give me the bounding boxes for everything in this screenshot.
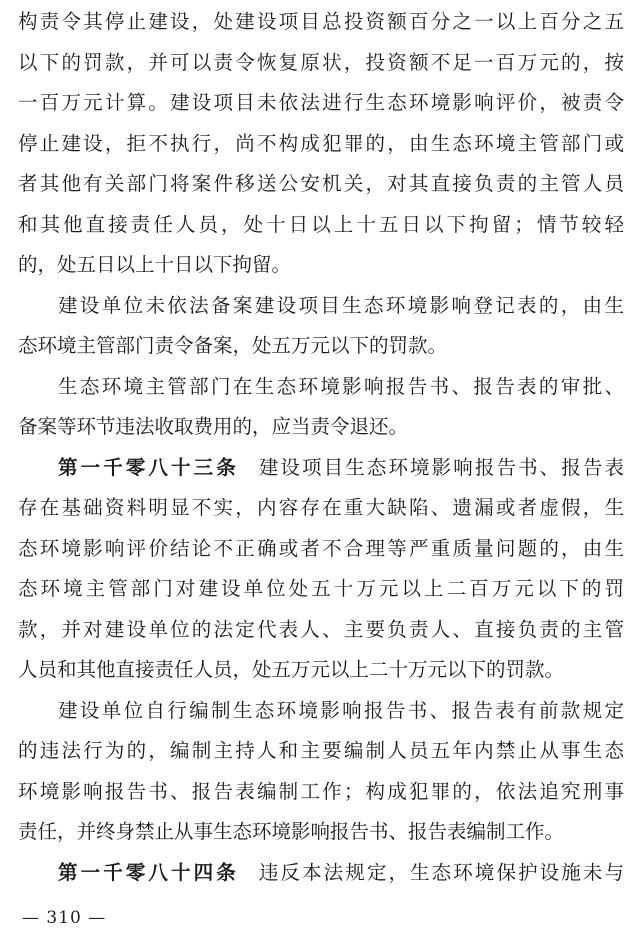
article-1084-line bbox=[18, 853, 624, 894]
text-line: 和其他直接责任人员，处十日以上十五日以下拘留；情节较轻 bbox=[18, 212, 624, 236]
text-fragment: 违反本法规定，生态环境保护设施未与 bbox=[258, 860, 624, 884]
article-heading: 第一千零八十三条 bbox=[58, 455, 239, 479]
text-line: 建设单位未依法备案建设项目生态环境影响登记表的，由生 bbox=[58, 293, 624, 317]
text-line: 备案等环节违法收取费用的，应当责令退还。 bbox=[18, 415, 409, 438]
text-line: 款，并对建设单位的法定代表人、主要负责人、直接负责的主管 bbox=[18, 617, 624, 641]
article-1083-line bbox=[18, 448, 624, 489]
text-line: 停止建设，拒不执行，尚不构成犯罪的，由生态环境主管部门或 bbox=[18, 131, 624, 155]
text-line: 态环境主管部门对建设单位处五十万元以上二百万元以下的罚 bbox=[18, 577, 624, 600]
text-line: 建设单位自行编制生态环境影响报告书、报告表有前款规定 bbox=[58, 698, 624, 722]
page-number: — 310 — bbox=[22, 908, 107, 928]
text-line: 构责令其停止建设，处建设项目总投资额百分之一以上百分之五 bbox=[18, 10, 624, 33]
text-line: 的，处五日以上十日以下拘留。 bbox=[18, 253, 292, 276]
text-line: 态环境主管部门责令备案，处五万元以下的罚款。 bbox=[18, 334, 448, 357]
text-line: 存在基础资料明显不实，内容存在重大缺陷、遗漏或者虚假，生 bbox=[18, 496, 624, 519]
text-line: 责任，并终身禁止从事生态环境影响报告书、报告表编制工作。 bbox=[18, 820, 565, 843]
text-line: 者其他有关部门将案件移送公安机关，对其直接负责的主管人员 bbox=[18, 172, 624, 195]
text-line: 人员和其他直接责任人员，处五万元以上二十万元以下的罚款。 bbox=[18, 658, 565, 681]
text-line: 环境影响报告书、报告表编制工作；构成犯罪的，依法追究刑事 bbox=[18, 779, 624, 803]
text-line: 一百万元计算。建设项目未依法进行生态环境影响评价，被责令 bbox=[18, 91, 624, 114]
article-heading: 第一千零八十四条 bbox=[58, 860, 239, 884]
document-page bbox=[18, 0, 624, 893]
text-line: 的违法行为的，编制主持人和主要编制人员五年内禁止从事生态 bbox=[18, 739, 624, 762]
text-fragment: 建设项目生态环境影响报告书、报告表 bbox=[258, 455, 624, 479]
text-line: 态环境影响评价结论不正确或者不合理等严重质量问题的，由生 bbox=[18, 536, 624, 560]
text-line: 以下的罚款，并可以责令恢复原状，投资额不足一百万元的，按 bbox=[18, 50, 624, 74]
text-line: 生态环境主管部门在生态环境影响报告书、报告表的审批、 bbox=[58, 374, 624, 398]
